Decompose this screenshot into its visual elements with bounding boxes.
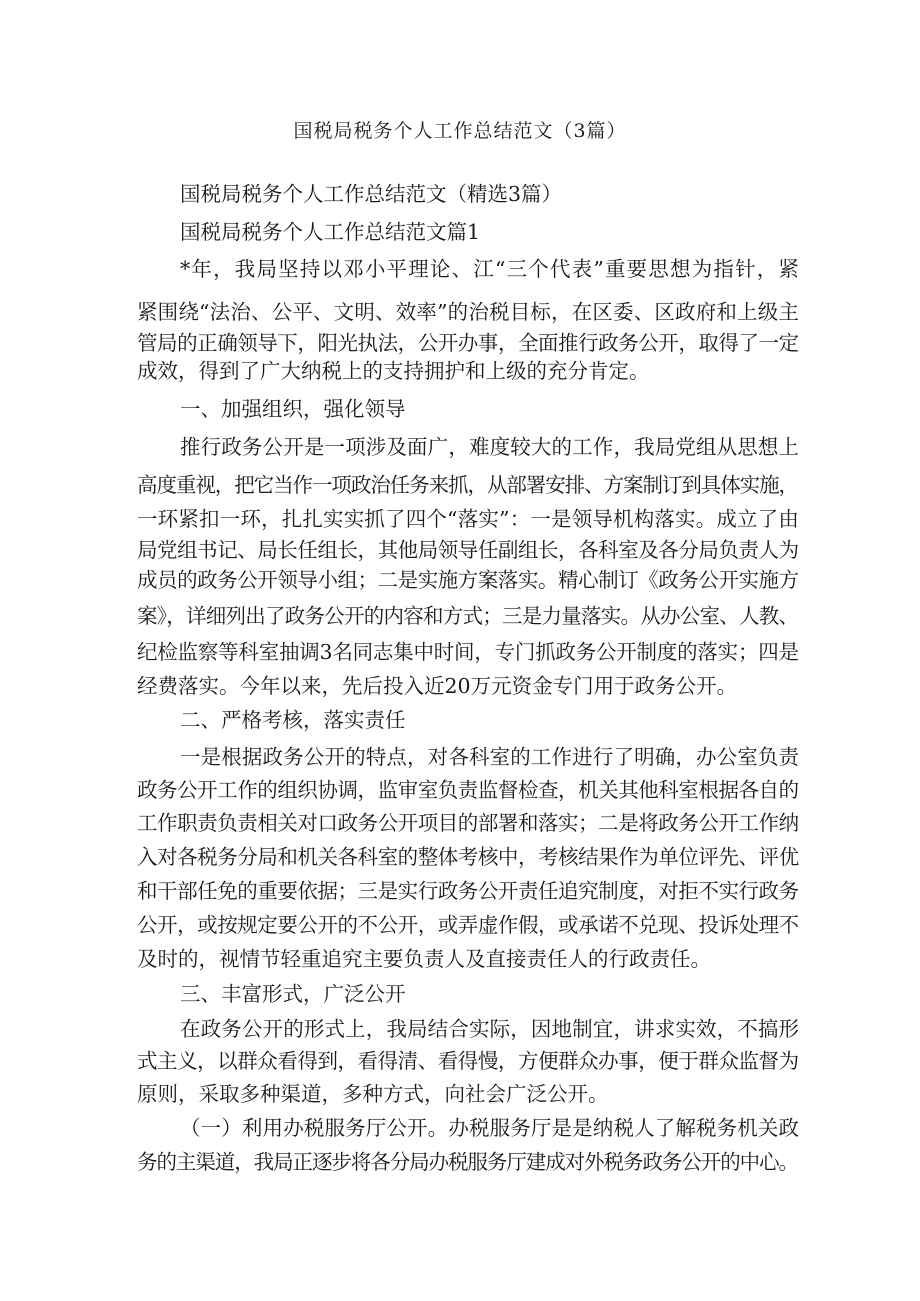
body-line: 一环紧扣一环，扎扎实实抓了四个“落实”：一是领导机构落实。成立了由 <box>137 507 800 531</box>
body-line: 管局的正确领导下，阳光执法，公开办事，全面推行政务公开，取得了一定 <box>137 331 799 355</box>
body-line: 成员的政务公开领导小组；二是实施方案落实。精心制订《政务公开实施方 <box>137 568 799 592</box>
body-line: 原则，采取多种渠道，多种方式，向社会广泛公开。 <box>137 1082 609 1106</box>
body-line: 三、丰富形式，广泛公开 <box>180 982 406 1006</box>
body-line: 高度重视，把它当作一项政治任务来抓，从部署安排、方案制订到具体实施， <box>137 473 798 497</box>
body-line: 国税局税务个人工作总结范文（精选3篇） <box>180 182 563 206</box>
body-line: 工作职责负责相关对口政务公开项目的部署和落实；二是将政务公开工作纳 <box>137 811 799 835</box>
body-line: 案》，详细列出了政务公开的内容和方式；三是力量落实。从办公室、人教、 <box>137 604 799 628</box>
body-line: 经费落实。今年以来，先后投入近20万元资金专门用于政务公开。 <box>137 674 738 698</box>
body-line: 式主义，以群众看得到，看得清、看得慢，方便群众办事，便于群众监督为 <box>137 1049 799 1073</box>
body-line: 政务公开工作的组织协调，监审室负责监督检查，机关其他科室根据各自的 <box>137 778 799 802</box>
document-title: 国税局税务个人工作总结范文（3篇） <box>293 120 627 142</box>
body-line: *年，我局坚持以邓小平理论、江“三个代表”重要思想为指针，紧 <box>180 257 801 281</box>
body-line: 二、严格考核，落实责任 <box>180 708 406 732</box>
body-line: 成效，得到了广大纳税上的支持拥护和上级的充分肯定。 <box>137 359 650 383</box>
body-line: 纪检监察等科室抽调3名同志集中时间，专门抓政务公开制度的落实；四是 <box>137 640 799 664</box>
body-line: 局党组书记、局长任组长，其他局领导任副组长，各科室及各分局负责人为 <box>137 538 799 562</box>
body-line: 一是根据政务公开的特点，对各科室的工作进行了明确，办公室负责 <box>180 745 800 769</box>
body-line: 一、加强组织，强化领导 <box>180 397 406 421</box>
body-line: （一）利用办税服务厅公开。办税服务厅是是纳税人了解税务机关政 <box>180 1116 800 1140</box>
body-line: 国税局税务个人工作总结范文篇1 <box>180 220 481 244</box>
body-line: 务的主渠道，我局正逐步将各分局办税服务厅建成对外税务政务公开的中心。 <box>137 1150 798 1174</box>
body-line: 和干部任免的重要依据；三是实行政务公开责任追究制度，对拒不实行政务 <box>137 879 799 903</box>
body-line: 推行政务公开是一项涉及面广，难度较大的工作，我局党组从思想上 <box>180 435 800 459</box>
body-line: 入对各税务分局和机关各科室的整体考核中，考核结果作为单位评先、评优 <box>137 845 799 869</box>
body-line: 紧围绕“法治、公平、文明、效率”的治税目标，在区委、区政府和上级主 <box>137 300 800 324</box>
body-line: 在政务公开的形式上，我局结合实际，因地制宜，讲求实效，不搞形 <box>180 1017 800 1041</box>
body-line: 公开，或按规定要公开的不公开，或弄虚作假，或承诺不兑现、投诉处理不 <box>137 913 799 937</box>
body-line: 及时的，视情节轻重追究主要负责人及直接责任人的行政责任。 <box>137 947 711 971</box>
